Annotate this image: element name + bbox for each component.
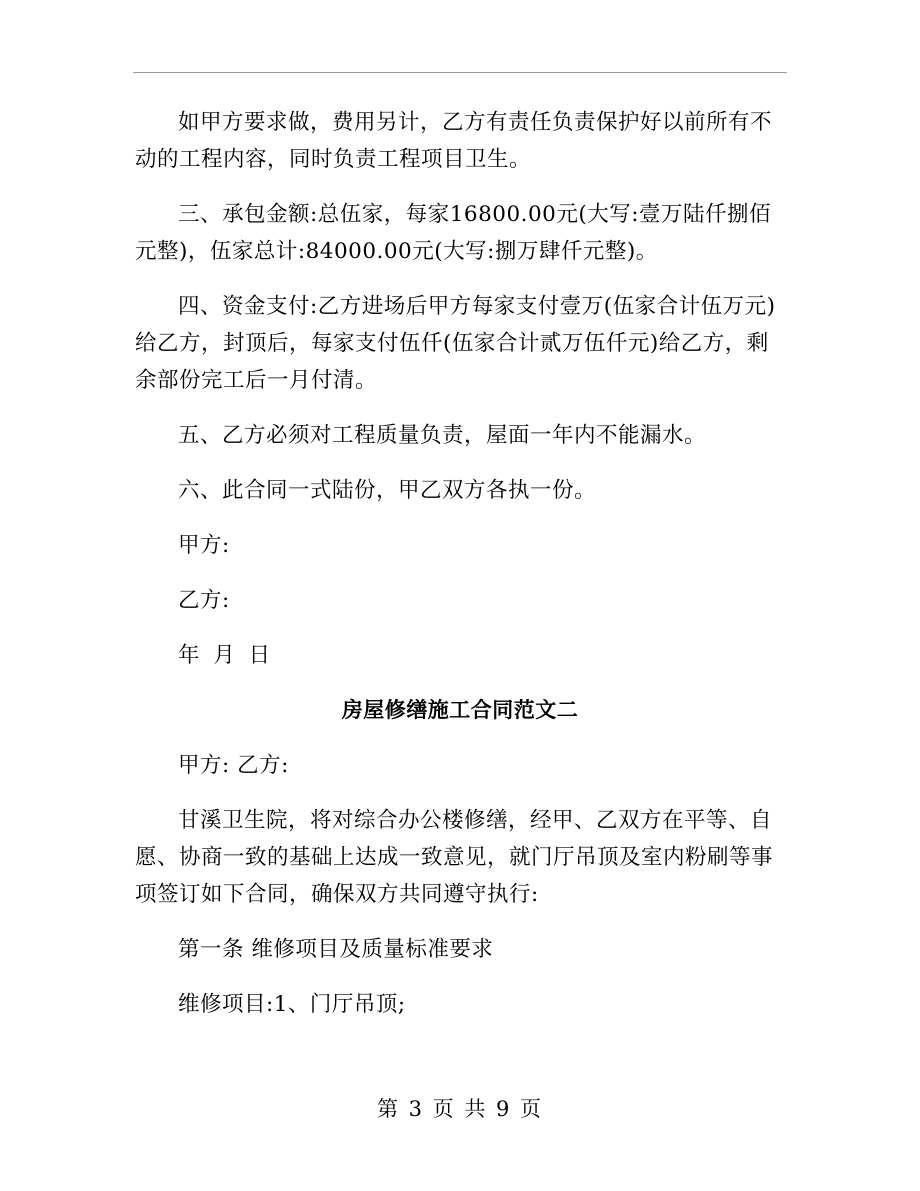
page-footer: 第 3 页 共 9 页	[376, 1097, 544, 1121]
section-title: 房屋修缮施工合同范文二	[341, 698, 579, 722]
document-body	[135, 104, 785, 1041]
paragraph-scope: 如甲方要求做，费用另计，乙方有责任负责保护好以前所有不动的工程内容，同时负责工程项目卫生。	[135, 110, 773, 172]
paragraph-payment: 四、资金支付:乙方进场后甲方每家支付壹万(伍家合计伍万元)给乙方，封顶后，每家支付伍仟(伍家合计贰万伍仟元)给乙方，剩余部份完工后一月付清。	[135, 294, 776, 393]
repair-items: 维修项目:1、门厅吊顶;	[178, 992, 406, 1017]
paragraph-quality: 五、乙方必须对工程质量负责，屋面一年内不能漏水。	[178, 423, 707, 448]
party-b-signature: 乙方:	[178, 588, 230, 613]
paragraph-intro: 甘溪卫生院，将对综合办公楼修缮，经甲、乙双方在平等、自愿、协商一致的基础上达成一致意见，就门厅吊顶及室内粉刷等事项签订如下合同，确保双方共同遵守执行:	[135, 808, 774, 907]
header-rule	[133, 72, 787, 73]
article-one-heading: 第一条 维修项目及质量标准要求	[178, 937, 494, 962]
paragraph-copies: 六、此合同一式陆份，甲乙双方各执一份。	[178, 478, 597, 503]
paragraph-contract-amount: 三、承包金额:总伍家，每家16800.00元(大写:壹万陆仟捌佰元整)，伍家总计:84000.00元(大写:捌万肆仟元整)。	[135, 202, 771, 264]
parties-line: 甲方: 乙方:	[178, 753, 289, 778]
party-a-signature: 甲方:	[178, 533, 230, 558]
date-line: 年 月 日	[178, 643, 271, 668]
